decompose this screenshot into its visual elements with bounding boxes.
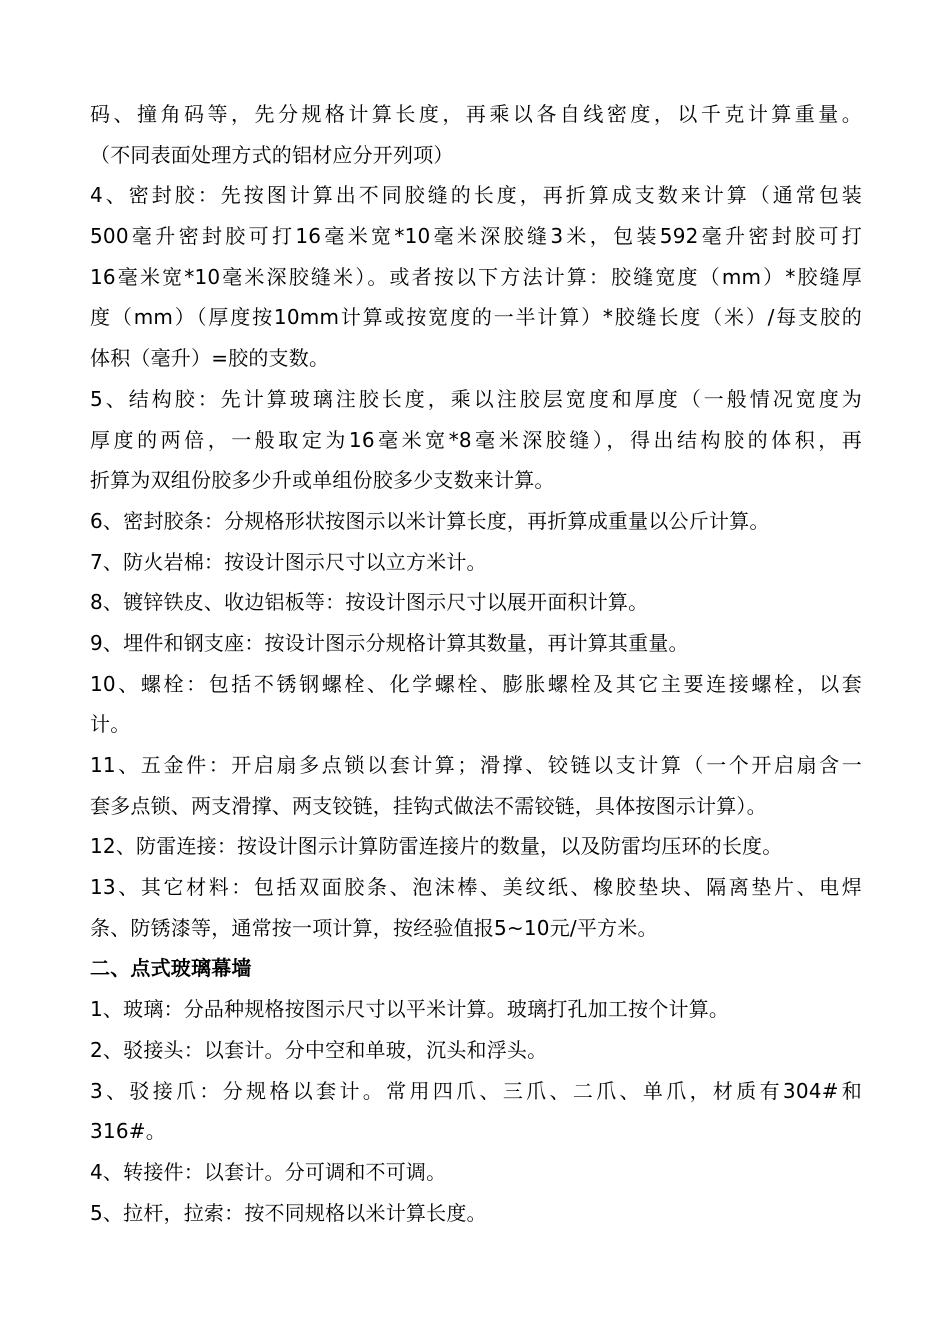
text-line: 条、防锈漆等，通常按一项计算，按经验值报5~10元/平方米。 <box>90 915 658 940</box>
text-line: 折算为双组份胶多少升或单组份胶多少支数来计算。 <box>90 468 555 493</box>
text-line: 套多点锁、两支滑撑、两支铰链，挂钩式做法不需铰链，具体按图示计算）。 <box>90 793 767 818</box>
text-line: 计。 <box>90 712 131 737</box>
text-line: 8、镀锌铁皮、收边铝板等：按设计图示尺寸以展开面积计算。 <box>90 590 649 615</box>
text-line: 7、防火岩棉：按设计图示尺寸以立方米计。 <box>90 549 487 574</box>
text-line: 码、撞角码等，先分规格计算长度，再乘以各自线密度，以千克计算重量。 <box>90 102 862 126</box>
text-line: 13、其它材料：包括双面胶条、泡沫棒、美纹纸、橡胶垫块、隔离垫片、电焊 <box>90 875 862 900</box>
text-line: 9、埋件和钢支座：按设计图示分规格计算其数量，再计算其重量。 <box>90 630 689 655</box>
text-line: 1、玻璃：分品种规格按图示尺寸以平米计算。玻璃打孔加工按个计算。 <box>90 997 730 1022</box>
text-line: 316#。 <box>90 1119 166 1144</box>
text-line: 11、五金件：开启扇多点锁以套计算；滑撑、铰链以支计算（一个开启扇含一 <box>90 753 862 777</box>
text-line: 5、结构胶：先计算玻璃注胶长度，乘以注胶层宽度和厚度（一般情况宽度为 <box>90 386 862 411</box>
text-line: （不同表面处理方式的铝材应分开列项） <box>90 142 454 167</box>
text-line: 6、密封胶条：分规格形状按图示以米计算长度，再折算成重量以公斤计算。 <box>90 508 770 533</box>
document-page <box>90 94 862 1233</box>
text-line: 12、防雷连接：按设计图示计算防雷连接片的数量，以及防雷均压环的长度。 <box>90 834 783 859</box>
text-line: 16毫米宽*10毫米深胶缝米）。或者按以下方法计算：胶缝宽度（mm）*胶缝厚 <box>90 264 862 289</box>
text-line: 厚度的两倍，一般取定为16毫米宽*8毫米深胶缝），得出结构胶的体积，再 <box>90 427 862 452</box>
text-line: 10、螺栓：包括不锈钢螺栓、化学螺栓、膨胀螺栓及其它主要连接螺栓，以套 <box>90 671 862 696</box>
text-line: 4、密封胶：先按图计算出不同胶缝的长度，再折算成支数来计算（通常包装 <box>90 183 862 208</box>
text-line: 体积（毫升）=胶的支数。 <box>90 346 330 371</box>
text-line: 2、驳接头：以套计。分中空和单玻，沉头和浮头。 <box>90 1037 548 1062</box>
text-line: 度（mm）（厚度按10mm计算或按宽度的一半计算）*胶缝长度（米）/每支胶的 <box>90 305 862 330</box>
text-line: 5、拉杆，拉索：按不同规格以米计算长度。 <box>90 1200 487 1225</box>
text-line: 4、转接件：以套计。分可调和不可调。 <box>90 1159 447 1184</box>
section-heading: 二、点式玻璃幕墙 <box>90 956 252 981</box>
text-line: 500毫升密封胶可打16毫米宽*10毫米深胶缝3米，包装592毫升密封胶可打 <box>90 224 862 249</box>
text-line: 3、驳接爪：分规格以套计。常用四爪、三爪、二爪、单爪，材质有304#和 <box>90 1078 862 1103</box>
